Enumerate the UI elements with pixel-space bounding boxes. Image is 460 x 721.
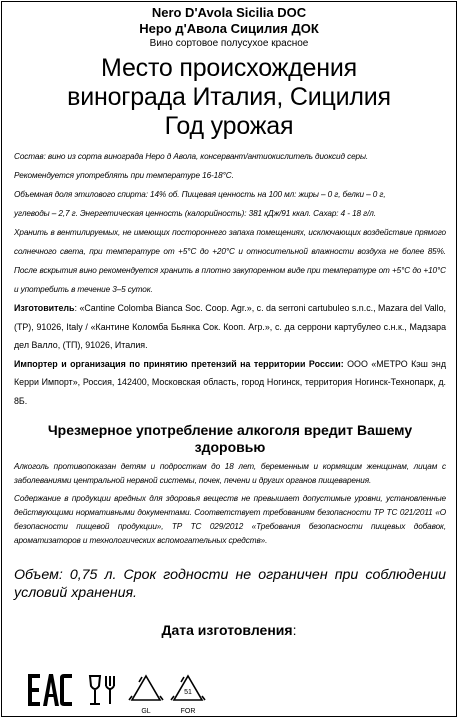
wine-name-russian: Неро д'Авола Сицилия ДОК	[139, 21, 319, 36]
production-date	[2, 622, 456, 638]
composition-line-4: углеводы – 2,7 г. Энергетическая ценность (калорийность): 381 кДж/91 ккал. Сахар: 4 - 18 г/л.	[14, 209, 376, 218]
recycle-glass-code: GL	[141, 708, 151, 715]
recycle-cork-code: FOR	[180, 708, 196, 715]
importer-label: Импортер и организация по принятию претензий на территории России:	[14, 358, 344, 369]
eac-mark-icon	[26, 672, 74, 708]
origin-line-2: винограда Италия, Сицилия	[67, 83, 391, 111]
manufacturer-text: : «Cantine Colomba Bianca Soc. Coop. Agr.», c. da serroni cartubuleo s.n.c., Mazara del Vallo, (TP), 91026, Italy / «Кантине Коломба Бьянка Сок. Кооп. Агр.», с. да серрони картубулео с.н.к., Мадзара дел Валло, (ТП), 91026, Италия.	[14, 303, 446, 350]
wine-name-latin: Nero D'Avola Sicilia DOC	[151, 5, 307, 20]
recycle-cork-number: 51	[184, 689, 192, 696]
composition-block	[2, 147, 456, 299]
manufacturer-label: Изготовитель	[14, 303, 75, 313]
importer-text: ООО «МЕТРО Кэш энд Керри Импорт», Россия, 142400, Московская область, город Ногинск, территория Ногинск-Технопарк, д. 8Б.	[14, 358, 447, 406]
health-warning: Чрезмерное употребление алкоголя вредит Вашему здоровью	[47, 422, 413, 455]
importer-block	[2, 355, 456, 411]
contraindications-text: Алкоголь противопоказан детям и подросткам до 18 лет, беременным и кормящим женщинам, лицам с заболеваниями центральной нервной системы, почек, печени и других органов пищеварения.	[14, 462, 446, 485]
production-date-colon: :	[292, 622, 297, 638]
warning-details	[2, 460, 456, 548]
volume-shelf-life: Объем: 0,75 л. Срок годности не ограничен при соблюдении условий хранения.	[14, 567, 446, 601]
glass-fork-icon	[86, 670, 120, 710]
recycle-glass-icon	[126, 672, 166, 716]
composition-line-3: Объемная доля этилового спирта: 14% об. Пищевая ценность на 100 мл: жиры – 0 г, белки – 0 г,	[14, 190, 386, 199]
safety-text: Содержание в продукции вредных для здоровья веществ не превышает допустимые уровни, установленные действующими нормативными документами. Соответствует требованиям безопасности ТР ТС 021/2011 «О безопасности пищевой продукции», ТР ТС 029/2012 «Требования безопасности пищевых добавок, ароматизаторов и технологических вспомогательных средств».	[14, 494, 446, 545]
storage-conditions: Хранить в вентилируемых, не имеющих постороннего запаха помещениях, исключающих воздействие прямого солнечного света, при температуре от +5°С до +20°С и относительной влажности воздуха не более 85%. После вскрытия вино рекомендуется хранить в плотно закупоренном виде при температуре от +5°С до +10°С и употребить в течение 3–5 суток.	[14, 228, 446, 294]
manufacturer-block	[2, 299, 456, 355]
recycle-cork-icon	[168, 672, 208, 716]
composition-line-1: Состав: вино из сорта винограда Неро д Авола, консервант/антиокислитель диоксид серы.	[14, 152, 369, 161]
wine-type: Вино сортовое полусухое красное	[149, 38, 309, 49]
wine-back-label	[1, 1, 457, 717]
vintage-label: Год урожая	[164, 112, 294, 140]
production-date-label: Дата изготовления	[161, 622, 293, 638]
composition-line-2: Рекомендуется употреблять при температуре 16-18°С.	[14, 171, 234, 180]
origin-line-1: Место происхождения	[101, 54, 357, 82]
certification-icons	[2, 670, 457, 717]
